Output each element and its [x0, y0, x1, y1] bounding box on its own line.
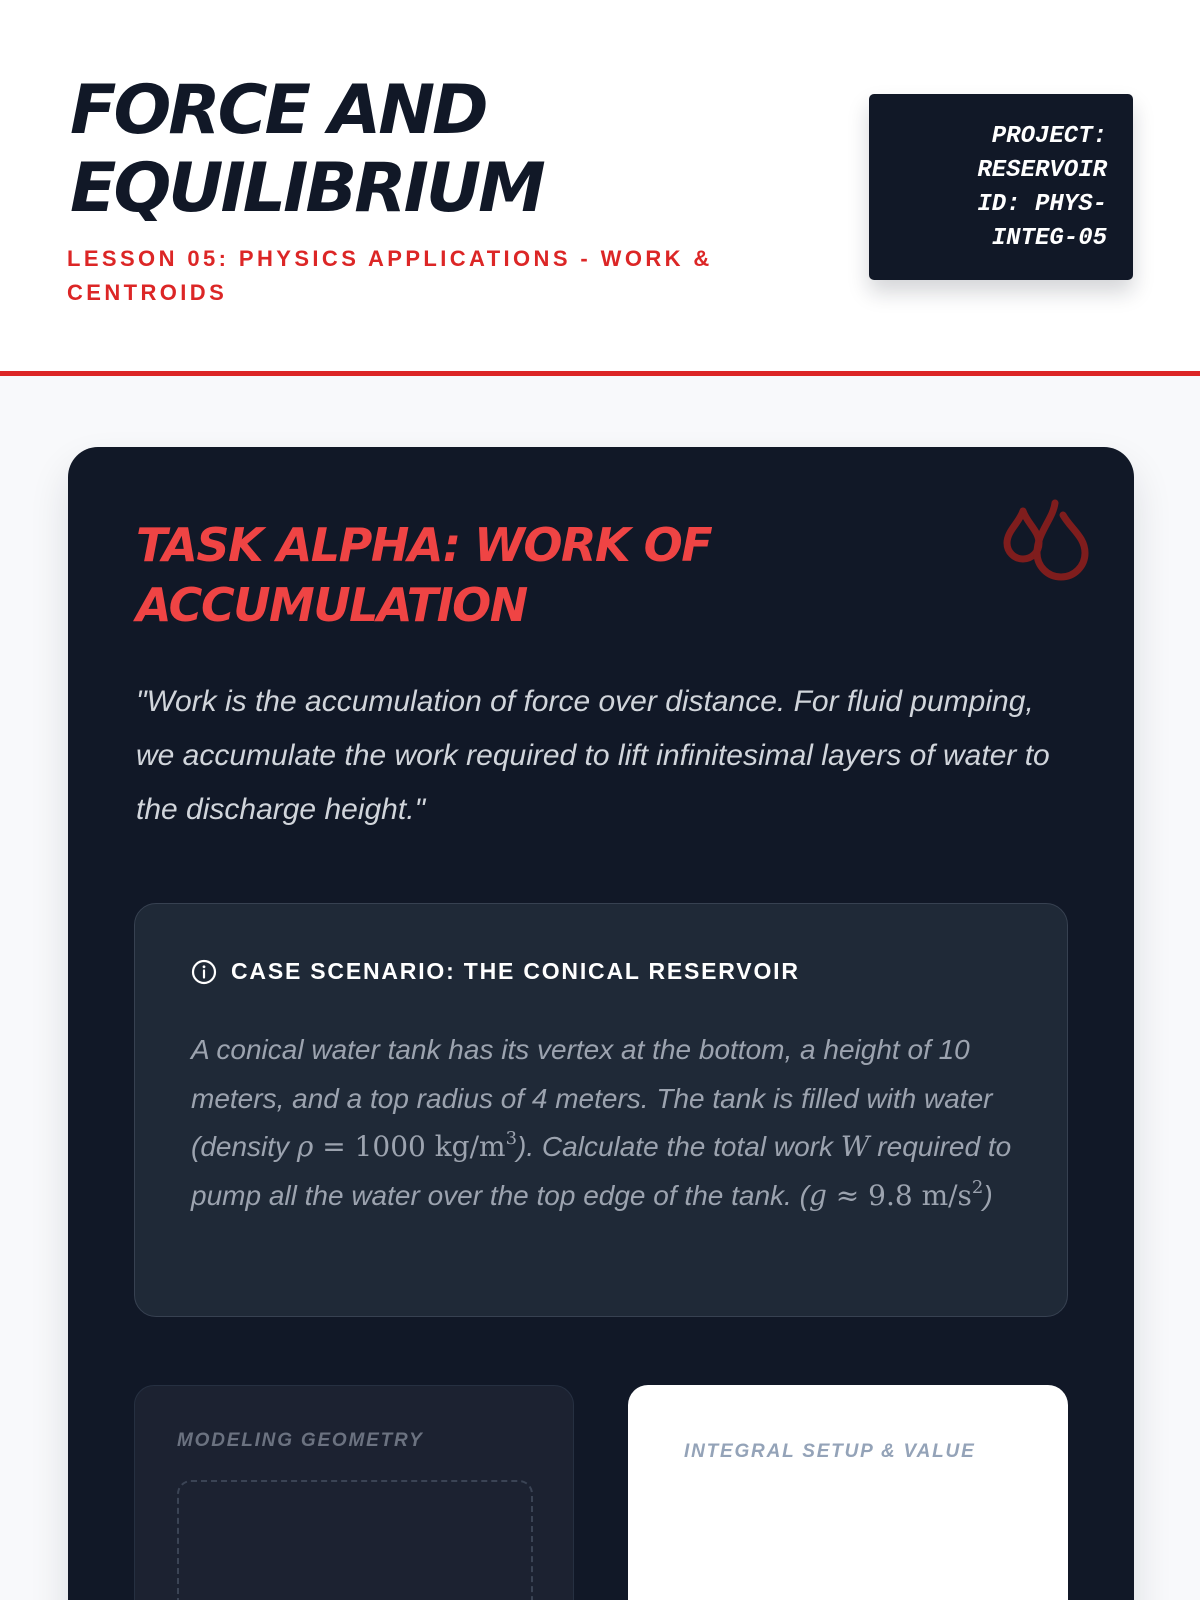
info-icon — [191, 959, 217, 985]
lesson-subtitle: LESSON 05: PHYSICS APPLICATIONS - WORK & CENTROIDS — [67, 246, 713, 305]
gravity-value: ≈ 9.8 m/s — [826, 1178, 972, 1212]
case-scenario — [134, 903, 1068, 1317]
scenario-header — [191, 958, 800, 985]
density-symbol: ρ — [296, 1130, 314, 1163]
scenario-text-part: required to pump all the water over the top edge of the tank. ( — [191, 1131, 1012, 1211]
density-expression — [297, 1130, 517, 1163]
project-id-line1: ID: PHYS- — [977, 191, 1107, 218]
gravity-symbol: g — [808, 1178, 827, 1212]
scenario-text-part: ) — [983, 1179, 993, 1211]
project-label: PROJECT: — [991, 123, 1107, 150]
integral-setup-panel — [628, 1385, 1068, 1600]
gravity-expression — [808, 1176, 984, 1212]
geometry-label: MODELING GEOMETRY — [177, 1430, 424, 1451]
integral-label: INTEGRAL SETUP & VALUE — [684, 1441, 976, 1462]
scenario-text — [191, 1026, 1031, 1220]
page-title: FORCE AND EQUILIBRIUM — [70, 71, 543, 228]
gravity-exponent: 2 — [971, 1176, 984, 1198]
modeling-geometry-panel — [134, 1385, 574, 1600]
geometry-placeholder — [177, 1480, 533, 1600]
task-quote: "Work is the accumulation of force over distance. For fluid pumping, we accumulate the work required to lift infinitesimal layers of water to the discharge height." — [136, 685, 1050, 826]
page-header — [0, 0, 1200, 376]
task-title: TASK ALPHA: WORK OF ACCUMULATION — [136, 518, 712, 632]
scenario-text-part: A conical water tank has its vertex at the bottom, a height of 10 meters, and a top radius of 4 meters. The tank is filled with water (density — [191, 1034, 993, 1162]
work-symbol-text: W — [840, 1130, 870, 1163]
project-name: RESERVOIR — [977, 157, 1107, 184]
scenario-label: CASE SCENARIO: THE CONICAL RESERVOIR — [231, 958, 800, 984]
project-id-line2: INTEG-05 — [991, 225, 1107, 252]
droplets-icon — [993, 493, 1093, 593]
project-badge — [869, 94, 1133, 280]
density-exponent: 3 — [505, 1128, 518, 1149]
task-card — [68, 447, 1134, 1600]
density-value: = 1000 kg/m — [313, 1130, 506, 1163]
work-symbol — [841, 1130, 870, 1163]
scenario-text-part: ). Calculate the total work — [517, 1131, 841, 1162]
